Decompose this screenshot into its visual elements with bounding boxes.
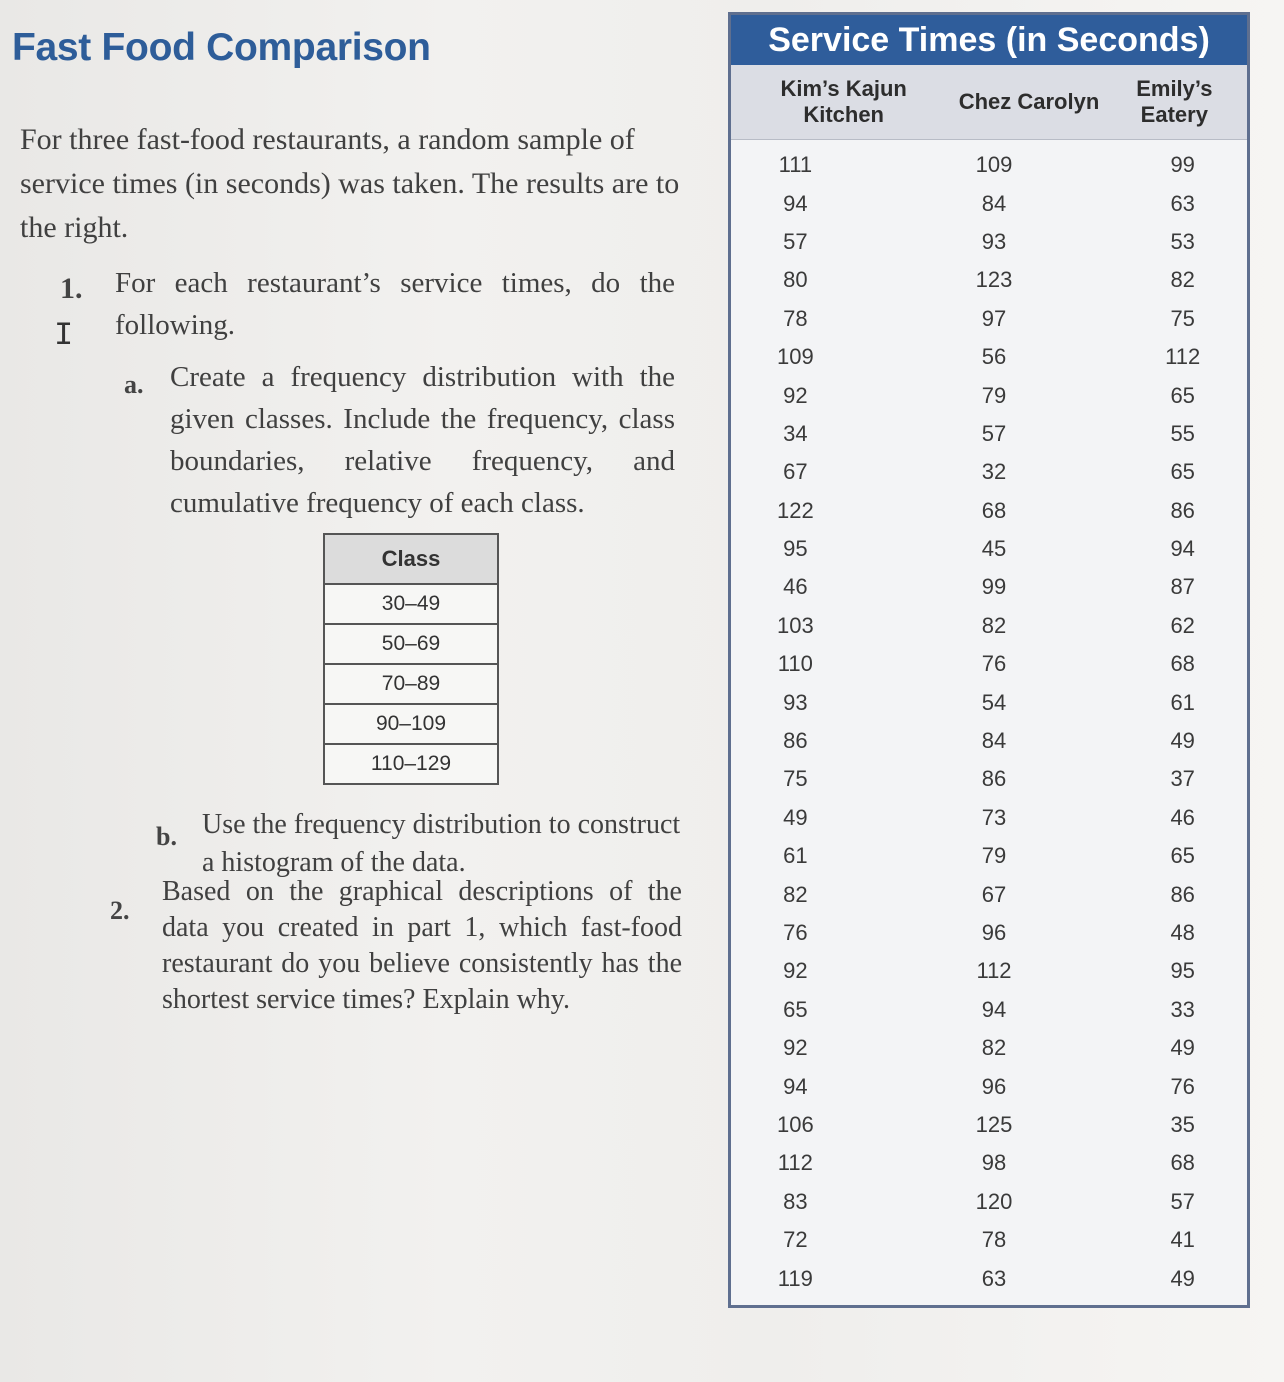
question-1-number: 1.: [60, 272, 83, 305]
table-cell: 79: [981, 382, 1007, 408]
table-cell: 96: [981, 1073, 1007, 1099]
table-cell: 95: [783, 536, 808, 562]
table-cell: 65: [783, 996, 808, 1022]
question-1a-text: Create a frequency distribution with the given classes. Include the frequency, class boundaries, relative frequency, and cumulative frequency of each class.: [170, 361, 675, 519]
table-row: [731, 1183, 1247, 1221]
table-row: [731, 1144, 1247, 1182]
question-1a-number: a.: [124, 370, 144, 399]
table-cell: 35: [1170, 1111, 1195, 1137]
table-row: [731, 683, 1247, 721]
table-row: [731, 184, 1247, 222]
table-cell: 48: [1170, 920, 1195, 945]
table-cell: 99: [981, 574, 1007, 600]
class-table-header: Class: [325, 535, 497, 585]
table-cell: 84: [981, 190, 1007, 216]
class-row: 110–129: [370, 752, 452, 775]
table-row: [731, 1067, 1247, 1105]
table-cell: 98: [981, 1150, 1007, 1176]
table-cell: 120: [975, 1188, 1013, 1214]
table-cell: 57: [783, 228, 808, 254]
column-header-chez-carolyn: Chez Carolyn: [958, 89, 1100, 114]
table-cell: 75: [783, 766, 808, 792]
table-cell: 84: [981, 728, 1007, 754]
table-cell: 78: [783, 305, 808, 331]
table-cell: 62: [1170, 612, 1195, 638]
table-cell: 34: [783, 420, 808, 446]
table-cell: 106: [776, 1111, 814, 1137]
table-cell: 112: [777, 1150, 813, 1176]
table-cell: 68: [981, 497, 1007, 523]
table-cell: 54: [981, 689, 1007, 715]
service-times-column-headers: [731, 65, 1247, 140]
table-cell: 45: [981, 536, 1007, 562]
table-row: [731, 760, 1247, 798]
class-row: 70–89: [325, 665, 497, 705]
table-cell: 75: [1170, 305, 1195, 331]
table-cell: 82: [1170, 267, 1195, 293]
table-row: [731, 875, 1247, 913]
table-cell: 55: [1170, 420, 1195, 446]
table-cell: 41: [1170, 1227, 1195, 1253]
table-cell: 86: [1170, 497, 1195, 523]
table-cell: 125: [975, 1111, 1013, 1137]
table-cell: 109: [975, 152, 1013, 178]
table-row: [731, 223, 1247, 261]
table-cell: 73: [981, 804, 1007, 830]
table-row: [731, 492, 1247, 530]
table-cell: 82: [981, 612, 1007, 638]
table-row: [731, 914, 1247, 952]
table-row: [731, 645, 1247, 683]
table-cell: 80: [783, 267, 808, 293]
table-cell: 119: [777, 1265, 813, 1291]
table-cell: 109: [776, 344, 814, 370]
table-row: [731, 722, 1247, 760]
table-cell: 67: [783, 459, 808, 485]
table-cell: 82: [981, 1035, 1007, 1061]
intro-paragraph: For three fast-food restaurants, a random sample of service times (in seconds) was taken. The results are to the right.: [20, 123, 680, 244]
text-cursor-icon: I: [54, 317, 74, 354]
table-cell: 86: [1170, 881, 1195, 907]
table-cell: 76: [1170, 1073, 1195, 1099]
table-cell: 93: [981, 228, 1007, 254]
table-cell: 97: [981, 305, 1007, 331]
table-row: [731, 568, 1247, 606]
table-row: [731, 952, 1247, 990]
table-cell: 99: [1170, 152, 1195, 178]
table-cell: 93: [783, 689, 808, 715]
question-1b-number: b.: [156, 822, 177, 851]
table-row: [731, 607, 1247, 645]
table-cell: 94: [783, 190, 808, 216]
table-cell: 65: [1170, 382, 1195, 408]
table-cell: 95: [1170, 958, 1195, 984]
table-cell: 112: [1165, 344, 1201, 370]
table-cell: 68: [1170, 651, 1195, 677]
table-cell: 63: [1170, 190, 1195, 216]
table-cell: 46: [1170, 804, 1195, 830]
table-cell: 86: [783, 728, 808, 754]
table-row: [731, 300, 1247, 338]
table-cell: 76: [783, 920, 808, 945]
table-cell: 37: [1170, 766, 1195, 792]
table-cell: 53: [1170, 228, 1195, 254]
table-row: [731, 146, 1247, 184]
table-cell: 32: [981, 459, 1007, 485]
column-header-emilys-eatery: Emily’s Eatery: [1136, 76, 1213, 127]
table-row: [731, 453, 1247, 491]
table-cell: 82: [783, 881, 808, 907]
class-table: [323, 533, 499, 785]
table-cell: 65: [1170, 843, 1195, 869]
table-cell: 57: [1170, 1188, 1195, 1214]
table-cell: 61: [783, 843, 808, 869]
table-cell: 57: [981, 420, 1007, 446]
service-times-rows: [731, 140, 1247, 1298]
table-cell: 94: [981, 996, 1007, 1022]
table-cell: 61: [1170, 689, 1195, 715]
table-cell: 49: [1170, 728, 1195, 754]
table-row: [731, 376, 1247, 414]
table-row: [731, 1259, 1247, 1297]
table-cell: 63: [981, 1265, 1007, 1291]
question-2-number: 2.: [110, 896, 130, 925]
class-row: 50–69: [325, 625, 497, 665]
question-1-text: For each restaurant’s service times, do the following.: [115, 267, 675, 341]
table-cell: 65: [1170, 459, 1195, 485]
table-row: [731, 991, 1247, 1029]
table-row: [731, 415, 1247, 453]
service-times-table: [728, 12, 1250, 1308]
question-2-text: Based on the graphical descriptions of the data you created in part 1, which fast-food restaurant do you believe consistently has the shortest service times? Explain why.: [162, 876, 682, 1015]
table-cell: 86: [981, 766, 1007, 792]
table-row: [731, 1221, 1247, 1259]
table-cell: 72: [783, 1227, 808, 1253]
table-row: [731, 1029, 1247, 1067]
table-row: [731, 261, 1247, 299]
table-cell: 122: [776, 497, 814, 523]
table-cell: 56: [981, 344, 1007, 370]
table-cell: 76: [981, 651, 1007, 677]
table-cell: 33: [1170, 996, 1195, 1022]
table-cell: 123: [975, 267, 1013, 293]
table-cell: 112: [976, 958, 1012, 984]
table-row: [731, 1106, 1247, 1144]
table-cell: 46: [783, 574, 808, 600]
table-cell: 83: [783, 1188, 808, 1214]
table-cell: 79: [981, 843, 1007, 869]
table-cell: 92: [783, 382, 808, 408]
question-1b-text: Use the frequency distribution to construct a histogram of the data.: [202, 809, 681, 878]
class-row: 90–109: [325, 705, 497, 745]
table-cell: 49: [783, 804, 808, 830]
table-cell: 92: [783, 958, 808, 984]
table-cell: 67: [981, 881, 1007, 907]
table-row: [731, 799, 1247, 837]
table-cell: 110: [777, 651, 813, 677]
column-header-kims-kajun-kitchen: Kim’s Kajun Kitchen: [780, 76, 907, 127]
table-cell: 49: [1170, 1035, 1195, 1061]
table-cell: 78: [981, 1227, 1007, 1253]
table-cell: 68: [1170, 1150, 1195, 1176]
table-cell: 103: [776, 612, 814, 638]
class-row: 30–49: [325, 585, 497, 625]
table-row: [731, 837, 1247, 875]
table-cell: 87: [1170, 574, 1195, 600]
table-cell: 111: [778, 152, 813, 178]
table-row: [731, 530, 1247, 568]
service-times-title: Service Times (in Seconds): [731, 15, 1247, 65]
table-cell: 94: [783, 1073, 808, 1099]
table-cell: 96: [981, 920, 1007, 945]
page-title: Fast Food Comparison: [12, 26, 431, 69]
table-row: [731, 338, 1247, 376]
table-cell: 94: [1170, 536, 1195, 562]
table-cell: 49: [1170, 1265, 1195, 1291]
table-cell: 92: [783, 1035, 808, 1061]
